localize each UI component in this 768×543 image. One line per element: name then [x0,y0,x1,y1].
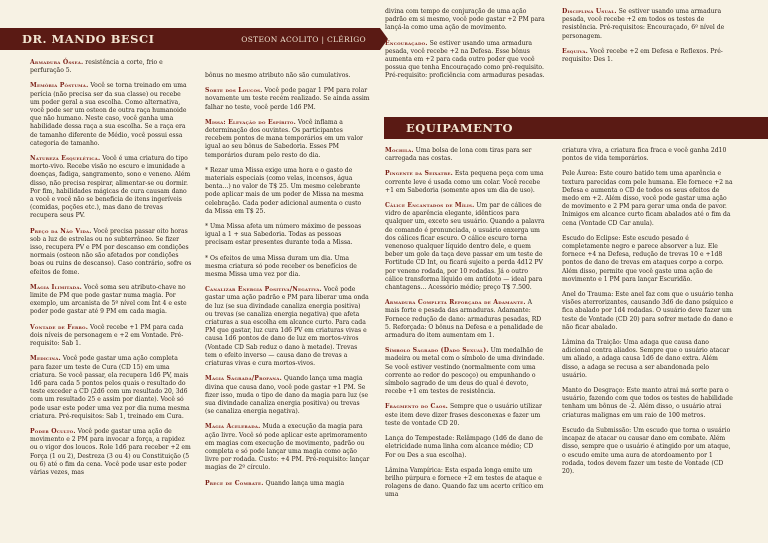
entry-paragraph [385,435,545,460]
entry-paragraph [205,223,370,248]
entry-paragraph [205,167,370,216]
entry-paragraph [385,467,545,500]
entry-text: * Os efeitos de uma Missa duram um dia. Uma mesma criatura só pode receber os benefícios de mesma Missa uma vez por dia. [205,254,357,279]
entry-text: Escudo da Submissão: Um escudo que torna o usuário incapaz de atacar ou causar dano em combate. Além disso, sempre que o usuário é atingido por um ataque, o escudo emite uma aura de atordoamento por 1 rodada, todos devem fazer um teste de Vontade (CD 20). [562,426,731,475]
abilities-column-2 [205,72,370,495]
entry-text: Você precisa passar oito horas sob a luz de estrelas ou no subterrâneo. Se fizer isso, recupera PV e PM por descanso em condições normais (osteon não são afetados por condições boas ou ruins de descanso). Caso contrário, sofre os efeitos de fome. [30,227,192,276]
entry-text: Pele Áurea: Este couro batido tem uma aparência e textura parecidas com pele humana. Ele fornece +2 na Defesa e aumenta o CD de todos os seus efeitos de medo em +2. Além disso, você pode gastar uma ação de movimento e 2 PM para gerar uma onda de pavor. Inimigos em alcance curto ficam abalados até o fim da cena (Vontade CD Car anula). [562,170,733,227]
entry-text: A mais forte e pesada das armaduras. Adamante: Fornece redução de dano: armaduras pesadas, RD 5. Reforçada: O bônus na Defesa e a penalidade de armadura do item aumentam em 1. [385,299,543,340]
entry-heading: Pingente da Seixatre. [385,170,453,178]
entry-heading: Prece de Combate. [205,479,264,487]
entry-paragraph [385,8,545,33]
entry-paragraph [205,375,370,416]
entry-heading: Missa: Elevação do Espírito. [205,118,296,126]
entry-text: divina com tempo de conjuração de uma ação padrão em si mesmo, você pode gastar +2 PM para lançá-la como uma ação de movimento. [385,8,545,32]
entry-paragraph [562,427,734,476]
abilities-column-1 [30,59,192,484]
entry-text: Anel do Trauma: Este anel faz com que o usuário tenha visões aterrorizantes, causando 3d6 de dano psíquico e fica abalado por 1d4 rodadas. O usuário deve fazer um teste de Vontade (CD 20) para sofrer metade do dano e não ficar abalado. [562,291,734,331]
entry-paragraph [385,347,545,396]
entry-text: Você soma seu atributo-chave no limite de PM que pode gastar numa magia. Por exemplo, um arcanista de 5º nível com Int 4 e este poder pode gastar até 9 PM em cada magia. [30,283,187,316]
entry-heading: Canalizar Energia Positiva/Negativa. [205,286,322,294]
entry-text: resistência a corte, frio e perfuração 5. [30,59,163,75]
entry-paragraph [562,8,732,41]
entry-text: Escudo do Eclipse: Este escudo pesado é completamente negro e parece absorver a luz. Ele fornece +4 na Defesa, redução de trevas 10 e +1d8 pontos de dano de trevas em ataques corpo a corpo. Além disso, permite que você gaste uma ação de movimento e 1 PM para lançar Escuridão. [562,234,724,283]
character-class: OSTEON ACOLITO | CLÉRIGO [241,34,366,44]
entry-heading: Fragmento do Caos. [385,403,449,411]
equipment-column-1 [385,147,545,507]
entry-paragraph [205,480,370,488]
entry-heading: Medicina. [30,355,61,363]
entry-paragraph [30,59,192,75]
character-name-banner [0,28,380,50]
entry-heading: Armadura Óssea. [30,59,84,66]
entry-paragraph [30,155,192,221]
entry-paragraph [30,228,192,277]
entry-paragraph [30,284,192,317]
entry-text: Uma bolsa de lona com tiras para ser carregada nas costas. [385,147,532,163]
entry-heading: Poder Oculto. [30,427,76,435]
abilities-column-3 [385,8,545,88]
entry-paragraph [205,72,370,80]
entry-paragraph [30,324,192,349]
entry-paragraph [30,82,192,148]
entry-text: Lâmina Vampírica: Esta espada longa emite um brilho púrpura e fornece +2 em testes de ataque e rolagens de dano. Quando faz um acerto crítico em uma [385,466,544,499]
entry-paragraph [562,339,734,380]
entry-paragraph [385,40,545,81]
entry-text: * Rezar uma Missa exige uma hora e o gasto de materiais especiais (como velas, incensos, água benta...) no valor de T$ 25. Um mesmo celebrante pode aplicar mais de um poder de Missa na mesma celebração. Cada poder adicional aumenta o custo da Missa em T$ 25. [205,166,364,215]
entry-text: Muda a execução da magia para ação livre. Você só pode aplicar este aprimoramento em magias com execução de movimento, padrão ou completa e só pode lançar uma magia como ação livre por rodada. Custo: +4 PM. Pré-requisito: lançar magias de 2º círculo. [205,423,370,472]
entry-heading: Encouraçado. [385,39,428,47]
entry-paragraph [562,48,732,64]
entry-heading: Memória Póstuma. [30,82,89,90]
entry-heading: Magia Ilimitada. [30,283,82,291]
entry-text: Você pode gastar uma ação completa para fazer um teste de Cura (CD 15) em uma criatura. Se você passar, ela recupera 1d6 PV, mais 1d6 para cada 5 pontos pelos quais o resultado do teste exceder a CD (2d6 com um resultado 20, 3d6 com um resultado 25 e assim por diante). Você só pode usar este poder uma vez por dia numa mesma criatura. Pré-requisitos: Sab 1, treinado em Cura. [30,355,190,420]
entry-paragraph [562,387,734,420]
entry-paragraph [205,87,370,112]
entry-text: Sempre que o usuário utilizar este item deve dizer frases desconexas e fazer um teste de vontade CD 20. [385,403,542,427]
entry-paragraph [562,235,734,284]
entry-heading: Esquiva. [562,47,588,55]
entry-text: Você recebe +2 em Defesa e Reflexos. Pré-requisito: Des 1. [562,47,723,64]
entry-text: * Uma Missa afeta um número máximo de pessoas igual a 1 + sua Sabedoria. Todas as pessoas precisam estar presentes durante toda a Missa. [205,223,362,247]
entry-paragraph [562,291,734,332]
entry-text: Você pode gastar uma ação de movimento e 2 PM para invocar a força, a rapidez ou o vigor dos loucos. Role 1d6 para receber +2 em Força (1 ou 2), Destreza (3 ou 4) ou Constituição (5 ou 6) até o fim da cena. Você pode usar este poder várias vezes, mas [30,427,191,476]
entry-heading: Preço da Não Vida. [30,227,92,235]
entry-paragraph [562,147,734,163]
entry-text: Você pode pagar 1 PM para rolar novamente um teste recém realizado. Se ainda assim falhar no teste, você perde 1d6 PM. [205,87,370,111]
entry-text: Se estiver usando uma armadura pesada, você recebe +2 na Defesa. Esse bônus aumenta em +2 para cada outro poder que você possua que tenha Encouraçado como pré-requisito. Pré-requisito: proficiência com armaduras pesadas. [385,39,545,80]
entry-text: Você recebe +1 PM para cada dois níveis de personagem e +2 em Vontade. Pré-requisito: Sab 1. [30,323,184,348]
entry-heading: Sorte dos Loucos. [205,87,263,95]
equipment-banner [384,117,768,139]
entry-paragraph [562,170,734,227]
entry-paragraph [30,428,192,477]
entry-text: Um par de cálices de vidro de aparência elegante, idênticos para qualquer um, exceto seu usuário. Quando a palavra de comando é pronunciada, o usuário enxerga um dos cálices ficar escuro. O cálice escuro torna venenoso qualquer líquido dentro dele, e quem beber um gole da taça deve passar em um teste de Fortitude CD Int, ou ficará sujeito a perda 4d12 PV por veneno rodada, por 10 rodadas. Já o outro cálice transforma líquido em antídoto — ideal para chantagens... Acessório médio; preço T$ 7.500. [385,202,545,292]
abilities-column-4 [562,8,732,71]
entry-text: Você pode gastar uma ação padrão e PM para liberar uma onda de luz (se sua divindade canaliza energia positiva) ou trevas (se canaliza energia negativa) que afeta criaturas a sua escolha em alcance curto. Para cada PM que gastar, luz cura 1d6 PV em criaturas vivas e causa 1d6 pontos de dano de luz em mortos-vivos (Vontade CD Sab reduz o dano à metade). Trevas tem o efeito inverso — causa dano de trevas a criaturas vivas e cura mortos-vivos. [205,286,369,368]
entry-text: Se estiver usando uma armadura pesada, você recebe +2 em todos os testes de resistência. Pré-requisitos: Encouraçado, 6º nível de personagem. [562,8,725,40]
entry-text: Lança do Tempestade: Relâmpago (1d6 de dano de eletricidade numa linha com alcance médio; CD For ou Des a sua escolha). [385,435,543,459]
entry-text: Um medalhão de madeira ou metal com o símbolo de uma divindade. Se você estiver vestindo (normalmente com uma corrente ao redor do pescoço) ou empunhando o símbolo sagrado de um deus do qual é devoto, recebe +1 em testes de resistência. [385,347,545,396]
entry-text: bônus no mesmo atributo não são cumulativos. [205,72,351,79]
entry-heading: Mochila. [385,147,414,154]
entry-heading: Armadura Completa Reforçada de Adamante. [385,299,526,307]
entry-paragraph [205,255,370,280]
entry-text: Você inflama a determinação dos ouvintes. Os participantes recebem pontos de mana temporários em um valor igual ao seu bônus de Sabedoria. Esses PM temporários duram pelo resto do dia. [205,118,363,159]
equipment-heading: EQUIPAMENTO [406,121,514,135]
entry-paragraph [385,147,545,163]
equipment-column-2 [562,147,734,483]
entry-paragraph [205,119,370,160]
entry-paragraph [385,170,545,195]
entry-text: Quando lança uma magia [263,479,345,487]
entry-heading: Magia Acelerada. [205,423,261,431]
entry-text: Você se torna treinado em uma perícia (não precisa ser da sua classe) ou recebe um poder geral a sua escolha. Como alternativa, você pode ser um osteon de outra raça humanoide que não humano. Neste caso, você ganha uma habilidade dessa raça a sua escolha. Se a raça era de tamanho diferente de Médio, você possui essa categoria de tamanho. [30,82,187,147]
entry-heading: Natureza Esquelética. [30,155,101,163]
entry-text: criatura viva, a criatura fica fraca e você ganha 2d10 pontos de vida temporários. [562,147,727,163]
entry-paragraph [205,286,370,368]
entry-paragraph [385,403,545,428]
entry-text: Quando lança uma magia divina que causa dano, você pode gastar +1 PM. Se fizer isso, muda o tipo de dano da magia para luz (se sua divindade canaliza energia positiva) ou trevas (se canaliza energia negativa). [205,375,369,416]
entry-paragraph [385,299,545,340]
entry-text: Esta pequena peça com uma corrente leve é usada como um colar. Você recebe +1 em Sabedoria (somente apos um dia de uso). [385,170,544,194]
entry-text: Lâmina da Traição: Uma adaga que causa dano adicional contra aliados. Sempre que o usuário atacar um aliado, a adaga causa 1d6 de dano extra. Além disso, a adaga se recusa a ser abandonada pelo usuário. [562,339,730,379]
entry-paragraph [205,423,370,472]
entry-heading: Vontade de Ferro. [30,323,89,331]
entry-paragraph [30,355,192,421]
entry-paragraph [385,202,545,292]
entry-heading: Disciplina Usual. [562,8,617,15]
entry-heading: Símbolo Sagrado (Dado Sexual). [385,347,489,355]
entry-text: Manto do Desgraço: Este manto atrai má sorte para o usuário, fazendo com que todos os testes de habilidade tenham um bônus de -2. Além disso, o usuário atrai criaturas malignas em um raio de 100 metros. [562,387,733,419]
character-name: DR. MANDO BESCI [22,32,155,46]
entry-heading: Magia Sagrada/Profana. [205,375,282,383]
entry-text: Você é uma criatura do tipo morto-vivo. Recebe visão no escuro e imunidade a doenças, fadiga, sangramento, sono e veneno. Além disso, não precisa respirar, alimentar-se ou dormir. Por fim, habilidades mágicas de cura causam dano a você e você não se beneficia de itens ingeríveis (comidas, poções etc.), mas dano de trevas recupera seus PV. [30,155,191,220]
entry-heading: Cálice Encantados de Mílis. [385,202,475,210]
